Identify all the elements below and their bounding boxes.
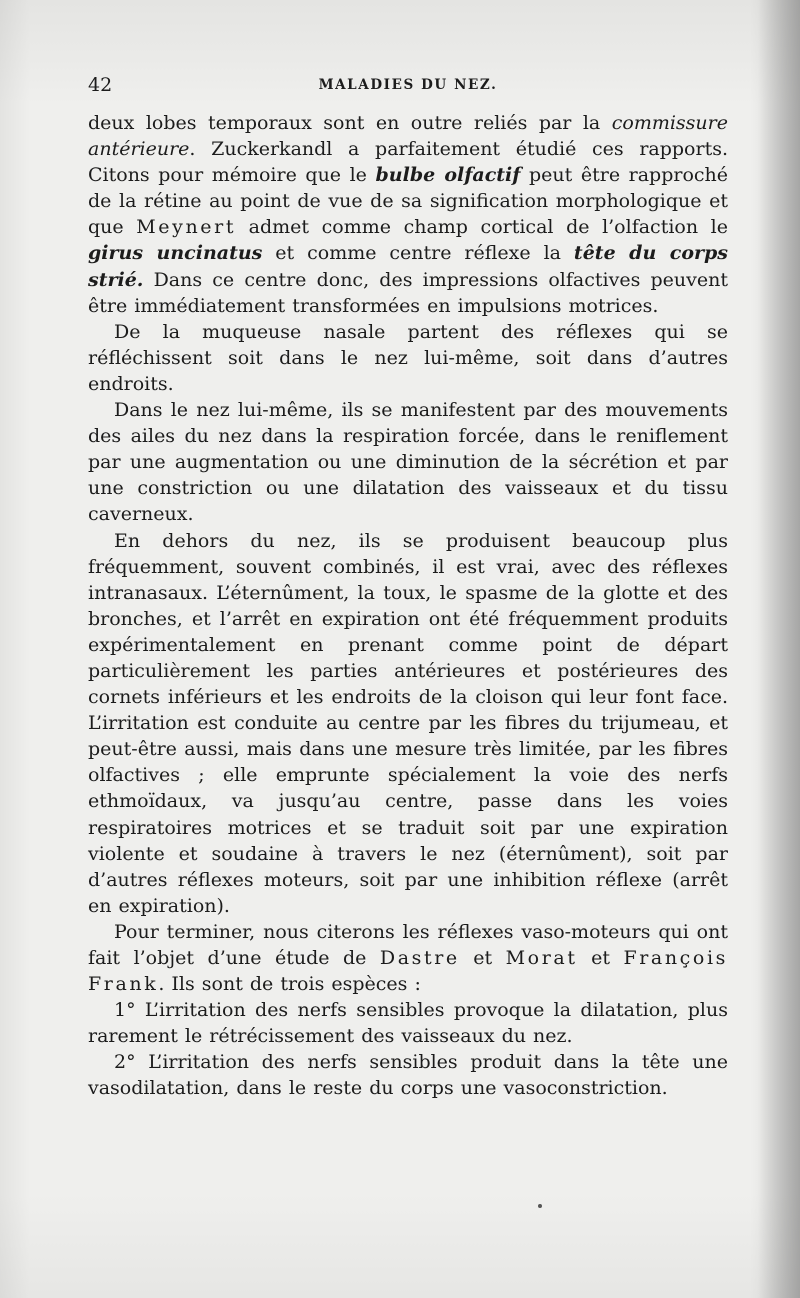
- list-item-2: 2° L’irritation des nerfs sensibles produit dans la tête une vasodilatation, dans le reste du corps une vasoconstriction.: [88, 1051, 728, 1100]
- author-name: Dastre: [379, 947, 460, 969]
- italic-term: tête du corps strié.: [88, 242, 729, 291]
- text-span: admet comme champ cortical de l’olfaction le: [236, 216, 728, 239]
- page-header: [88, 70, 728, 100]
- ink-speck: [538, 1204, 542, 1208]
- text-span: deux lobes temporaux sont en outre reliés par la: [88, 112, 612, 134]
- text-span: et comme centre réflexe la: [262, 242, 574, 265]
- italic-term: commissure antérieure: [88, 112, 728, 161]
- running-title: MALADIES DU NEZ.: [318, 77, 498, 93]
- italic-term: bulbe olfactif: [375, 164, 521, 187]
- binding-shadow: [758, 0, 800, 1298]
- author-name: Morat: [505, 947, 578, 969]
- author-name: François Frank: [88, 947, 728, 996]
- text-span: . Ils sont de trois espèces :: [158, 973, 421, 996]
- author-name: Meynert: [136, 216, 237, 239]
- text-span: Pour terminer, nous citerons les réflexes vaso-moteurs qui ont fait l’objet d’une étude de: [88, 920, 728, 969]
- paragraph-2: De la muqueuse nasale partent des réflexes qui se réfléchissent soit dans le nez lui-même, soit dans d’autres endroits.: [88, 320, 728, 395]
- text-span: Dans ce centre donc, des impressions olfactives peuvent être immédiatement transformées en impulsions motrices.: [88, 268, 728, 317]
- text-span: . Zuckerkandl a parfaitement étudié ces rapports. Citons pour mémoire que le: [88, 138, 728, 187]
- text-span: et: [577, 947, 624, 969]
- paragraph-3: Dans le nez lui-même, ils se manifestent par des mouvements des ailes du nez dans la respiration forcée, dans le reniflement par une augmentation ou une diminution de la sécrétion et par une constriction ou une dilatation des vaisseaux et du tissu caverneux.: [88, 399, 728, 526]
- list-item-1: 1° L’irritation des nerfs sensibles provoque la dilatation, plus rarement le rétrécissement des vaisseaux du nez.: [88, 999, 728, 1048]
- page-number: 42: [88, 74, 113, 96]
- body-text: [88, 110, 728, 1102]
- paragraph-1: [88, 110, 728, 319]
- text-span: peut être rapproché de la rétine au point de vue de sa signification morphologique et que: [88, 164, 729, 239]
- text-span: et: [459, 947, 506, 969]
- italic-term: girus uncinatus: [88, 242, 263, 265]
- paragraph-4: En dehors du nez, ils se produisent beaucoup plus fréquemment, souvent combinés, il est vrai, avec des réflexes intranasaux. L’éternûment, la toux, le spasme de la glotte et des bronches, et l’arrêt en expiration ont été fréquemment produits expérimentalement en prenant comme point de départ particulièrement les parties antérieures et postérieures des cornets inférieurs et les endroits de la cloison qui leur font face. L’irritation est conduite au centre par les fibres du trijumeau, et peut-être aussi, mais dans une mesure très limitée, par les fibres olfactives ; elle emprunte spécialement la voie des nerfs ethmoïdaux, va jusqu’au centre, passe dans les voies respiratoires motrices et se traduit soit par une expiration violente et soudaine à travers le nez (éternûment), soit par d’autres réflexes moteurs, soit par une inhibition réflexe (arrêt en expiration).: [88, 529, 728, 917]
- paragraph-5: [88, 919, 728, 997]
